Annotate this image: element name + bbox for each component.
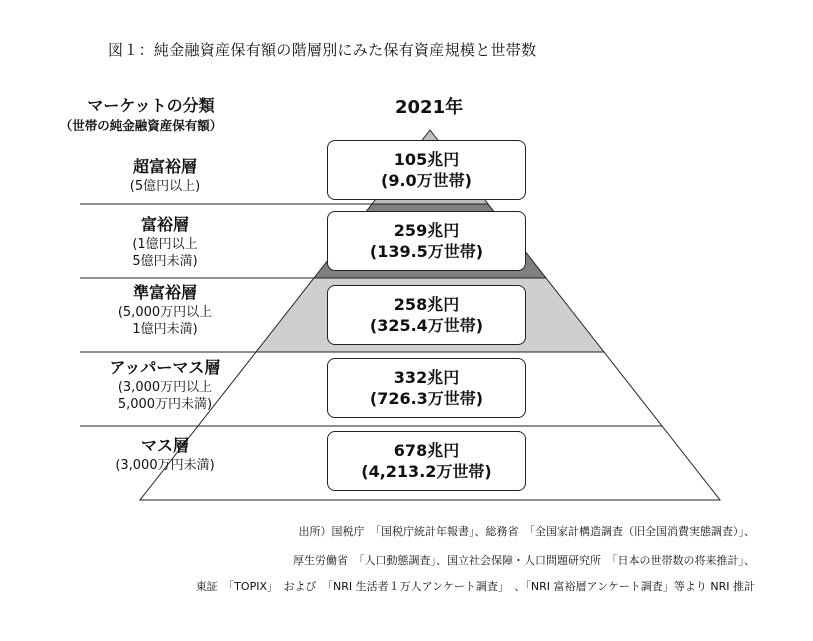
tier-range: 5,000万円未満)	[117, 397, 213, 412]
tier-value-box	[327, 358, 526, 418]
households-value: (4,213.2万世帯)	[361, 462, 492, 481]
category-header	[59, 95, 226, 135]
tier-value-box	[327, 211, 526, 271]
assets-value: 259兆円	[393, 221, 460, 240]
tier-name: 富裕層	[140, 215, 189, 234]
tier-name: マス層	[140, 436, 189, 455]
tier-value-box	[327, 140, 526, 200]
tier-name: 超富裕層	[132, 157, 197, 176]
households-value: (726.3万世帯)	[369, 389, 484, 408]
tier-range: (3,000万円以上	[117, 380, 213, 395]
year-label: 2021年	[395, 97, 464, 118]
figure-title: 図１：純金融資産保有額の階層別にみた保有資産規模と世帯数	[108, 41, 537, 59]
assets-value: 678兆円	[393, 441, 460, 460]
tier-range: 1億円未満)	[132, 322, 198, 337]
tier-range: (5億円以上)	[129, 179, 201, 194]
assets-value: 258兆円	[393, 295, 460, 314]
tier-label-wealthy	[80, 214, 250, 270]
category-title: マーケットの分類	[87, 96, 215, 115]
assets-value: 332兆円	[393, 368, 460, 387]
tier-label-mass	[80, 435, 250, 474]
tier-label-ultra-wealthy	[80, 156, 250, 195]
tier-label-semi-wealthy	[80, 282, 250, 338]
tier-name: 準富裕層	[132, 283, 197, 302]
households-value: (325.4万世帯)	[369, 316, 484, 335]
tier-name: アッパーマス層	[109, 358, 221, 377]
source-note-line: 東証 「TOPIX」 および 「NRI 生活者１万人アンケート調査」 、「NRI 富裕層アンケート調査」等より NRI 推計	[195, 580, 755, 593]
households-value: (9.0万世帯)	[381, 171, 472, 190]
tier-range: (1億円以上	[132, 237, 198, 252]
category-subtitle: （世帯の純金融資産保有額）	[59, 118, 223, 133]
tier-range: (5,000万円以上	[117, 305, 213, 320]
tier-range: (3,000万円未満)	[115, 458, 215, 473]
source-note-line: 厚生労働省 「人口動態調査」、国立社会保障・人口問題研究所 「日本の世帯数の将来推計」、	[293, 554, 755, 567]
tier-label-upper-mass	[80, 357, 250, 413]
tier-range: 5億円未満)	[132, 254, 198, 269]
tier-value-box	[327, 285, 526, 345]
assets-value: 105兆円	[393, 150, 460, 169]
households-value: (139.5万世帯)	[369, 242, 484, 261]
tier-value-box	[327, 431, 526, 491]
source-note-line: 出所）国税庁 「国税庁統計年報書」、総務省 「全国家計構造調査（旧全国消費実態調査）」、	[298, 525, 755, 538]
